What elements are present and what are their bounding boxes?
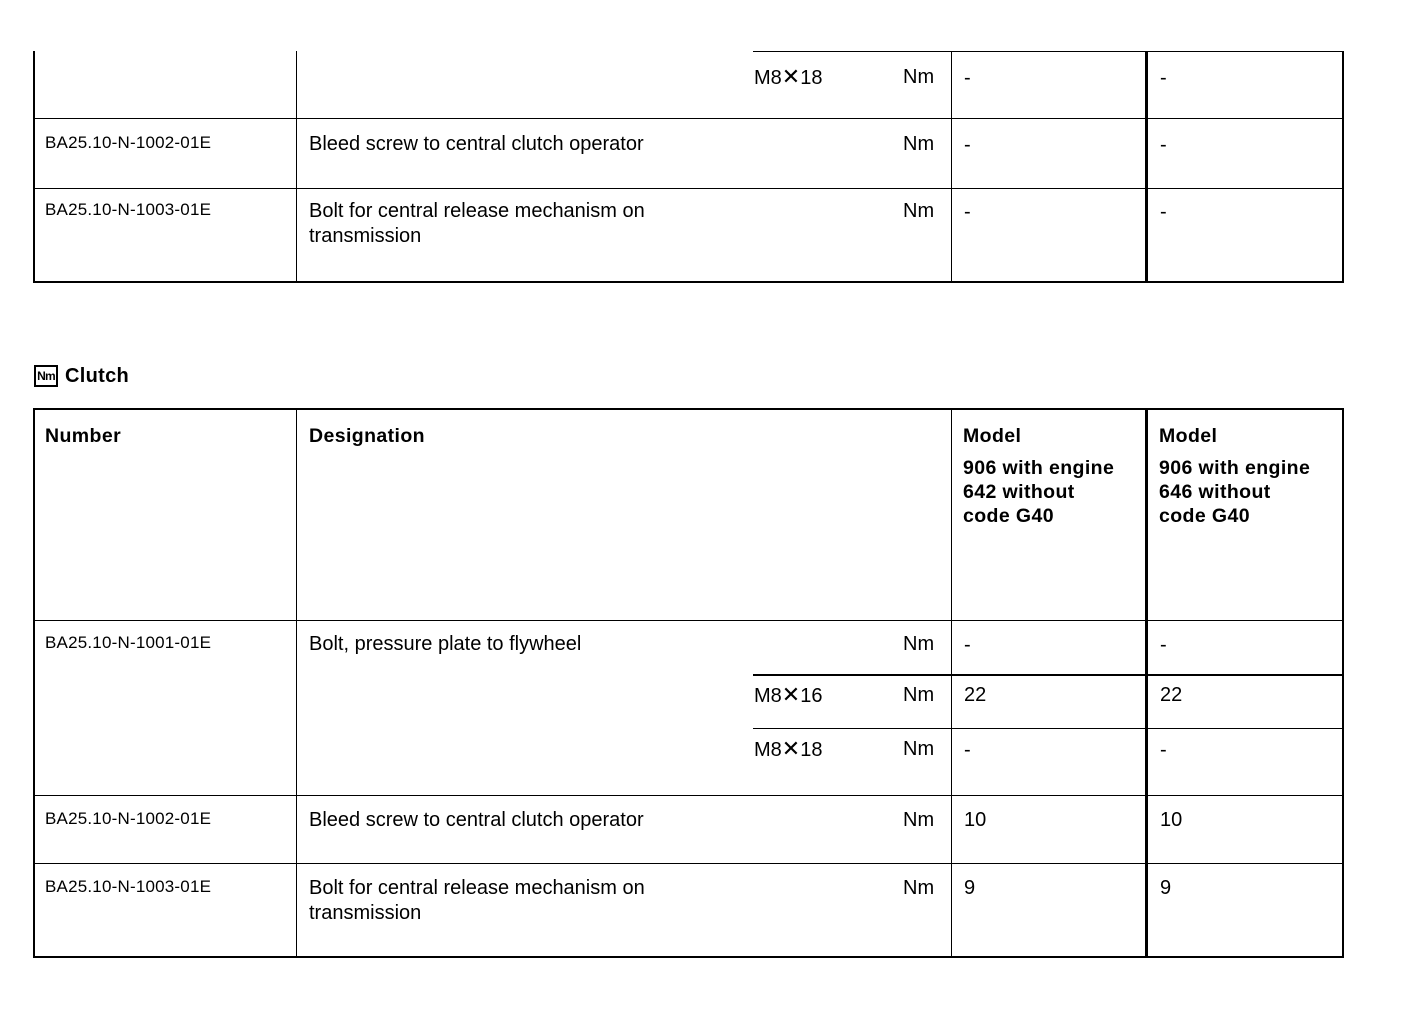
- table-row: [35, 118, 1342, 188]
- part-number: BA25.10-N-1003-01E: [45, 200, 212, 219]
- designation-line1: Bolt for central release mechanism on: [309, 877, 645, 899]
- bolt-size: M8✕18: [754, 64, 823, 89]
- model1-value: 22: [964, 684, 987, 706]
- model1-value: -: [964, 67, 971, 89]
- header-model1-line: code G40: [963, 505, 1054, 527]
- model2-value: -: [1160, 739, 1167, 761]
- unit-label: Nm: [903, 877, 935, 899]
- times-icon: ✕: [781, 64, 801, 89]
- model1-value: 10: [964, 809, 987, 831]
- part-number: BA25.10-N-1001-01E: [45, 633, 212, 652]
- table-row: [35, 795, 1342, 863]
- model1-value: -: [964, 634, 971, 656]
- table-row: [35, 863, 1342, 958]
- unit-label: Nm: [903, 809, 935, 831]
- times-icon: ✕: [781, 682, 801, 707]
- model1-value: 9: [964, 877, 976, 899]
- part-number: BA25.10-N-1002-01E: [45, 809, 212, 828]
- unit-label: Nm: [903, 200, 935, 222]
- table-row: [35, 51, 1342, 118]
- header-model2-line: code G40: [1159, 505, 1250, 527]
- designation-line2: transmission: [309, 902, 422, 924]
- model2-value: -: [1160, 67, 1167, 89]
- unit-label: Nm: [903, 66, 935, 88]
- model2-value: -: [1160, 634, 1167, 656]
- header-model1-title: Model: [963, 425, 1022, 447]
- model2-value: -: [1160, 201, 1167, 223]
- bolt-size: M8✕16: [754, 682, 823, 707]
- bolt-size: M8✕18: [754, 736, 823, 761]
- designation: Bleed screw to central clutch operator: [309, 809, 644, 831]
- part-number: BA25.10-N-1002-01E: [45, 133, 212, 152]
- header-designation: Designation: [309, 425, 425, 447]
- part-number: BA25.10-N-1003-01E: [45, 877, 212, 896]
- torque-table-continued: [33, 51, 1344, 283]
- header-model2-line: 906 with engine: [1159, 457, 1311, 479]
- times-icon: ✕: [781, 736, 801, 761]
- header-model1-line: 906 with engine: [963, 457, 1115, 479]
- designation: Bleed screw to central clutch operator: [309, 133, 644, 155]
- torque-nm-icon: Nm: [34, 365, 58, 387]
- model2-value: 9: [1160, 877, 1172, 899]
- table-row: [35, 620, 1342, 795]
- designation-line2: transmission: [309, 225, 422, 247]
- header-model2-title: Model: [1159, 425, 1218, 447]
- unit-label: Nm: [903, 684, 935, 706]
- table-header: [35, 410, 1342, 620]
- model2-value: 22: [1160, 684, 1183, 706]
- header-model1-line: 642 without: [963, 481, 1075, 503]
- section-heading: [34, 362, 129, 390]
- model1-value: -: [964, 201, 971, 223]
- table-row: [35, 188, 1342, 281]
- model2-value: -: [1160, 134, 1167, 156]
- designation-line1: Bolt for central release mechanism on: [309, 200, 645, 222]
- header-number: Number: [45, 425, 122, 447]
- model1-value: -: [964, 739, 971, 761]
- unit-label: Nm: [903, 633, 935, 655]
- model1-value: -: [964, 134, 971, 156]
- clutch-torque-table: [33, 408, 1344, 958]
- model2-value: 10: [1160, 809, 1183, 831]
- designation: Bolt, pressure plate to flywheel: [309, 633, 582, 655]
- unit-label: Nm: [903, 738, 935, 760]
- section-title: Clutch: [65, 364, 130, 387]
- unit-label: Nm: [903, 133, 935, 155]
- header-model2-line: 646 without: [1159, 481, 1271, 503]
